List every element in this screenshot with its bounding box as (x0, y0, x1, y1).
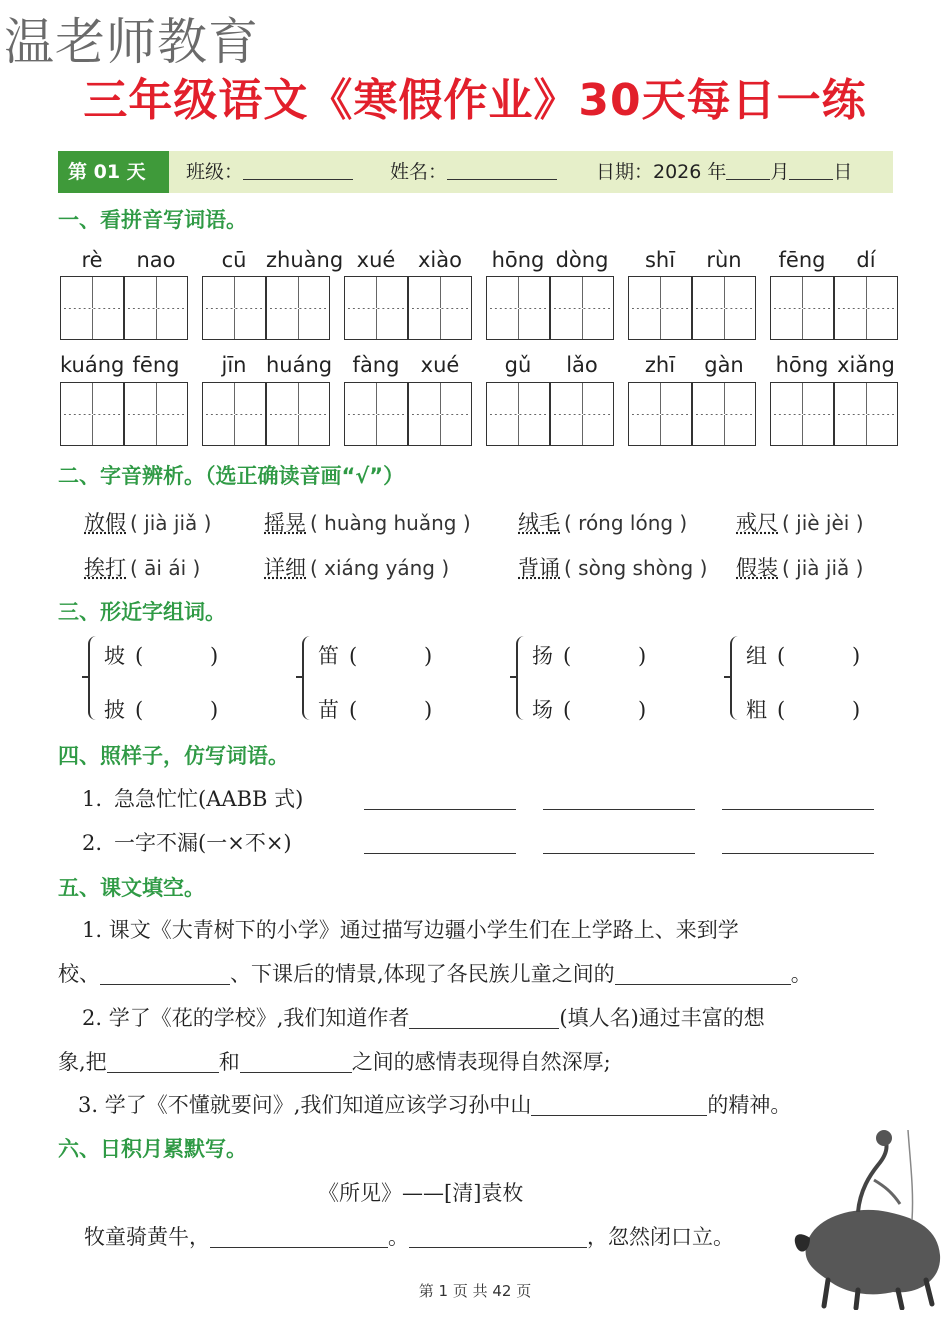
section-1-heading: 一、看拼音写词语。 (58, 208, 247, 232)
fill-text: 之间的感情表现得自然深厚; (351, 1050, 611, 1074)
fill-text: 和 (218, 1050, 240, 1074)
class-blank[interactable] (243, 152, 353, 180)
answer-paren[interactable]: ( ) (135, 698, 219, 722)
writing-box[interactable] (344, 382, 408, 446)
name-label: 姓名： (390, 161, 448, 183)
pinyin-label: fēng (132, 353, 180, 377)
similar-char-item[interactable] (746, 640, 860, 670)
pinyin-options[interactable]: ( jià jiǎ ) (130, 511, 212, 535)
page-title: 三年级语文《寒假作业》30天每日一练 (83, 75, 867, 126)
imitate-item (82, 827, 292, 857)
pronunciation-item (84, 552, 200, 582)
writing-box[interactable] (486, 276, 550, 340)
section-6-heading: 六、日积月累默写。 (58, 1137, 247, 1161)
poem-text: ，忽然闭口立。 (587, 1225, 734, 1249)
writing-box[interactable] (266, 382, 330, 446)
pinyin-label: dòng (555, 248, 609, 272)
pinyin-label: zhuàng (266, 248, 344, 272)
answer-paren[interactable]: ( ) (563, 644, 647, 668)
answer-blank[interactable] (364, 809, 516, 810)
fill-text: 2. 学了《花的学校》,我们知道作者 (82, 1006, 410, 1030)
brace-mark (730, 636, 744, 720)
fill-text: (填人名)通过丰富的想 (559, 1006, 765, 1030)
writing-box[interactable] (124, 276, 188, 340)
pinyin-label: shī (644, 248, 676, 272)
page-footer: 第 1 页 共 42 页 (418, 1282, 532, 1300)
similar-char-item[interactable] (532, 694, 646, 724)
example-word: 急急忙忙(AABB 式) (114, 787, 304, 811)
target-word: 背诵 (518, 556, 560, 580)
pinyin-label: fēng (778, 248, 826, 272)
answer-blank[interactable] (722, 853, 874, 854)
pinyin-options[interactable]: ( jià jiǎ ) (782, 556, 864, 580)
target-word: 绒毛 (518, 511, 560, 535)
pinyin-label: gǔ (504, 353, 532, 377)
pronunciation-item (518, 552, 707, 582)
watermark: 温老师教育 (4, 13, 259, 71)
pronunciation-item (264, 507, 471, 537)
month-label: 月 (770, 161, 790, 183)
writing-box[interactable] (692, 276, 756, 340)
month-blank[interactable] (726, 152, 770, 180)
name-field[interactable] (390, 151, 557, 193)
fill-text: 3. 学了《不懂就要问》,我们知道应该学习孙中山 (78, 1093, 532, 1117)
target-word: 假装 (736, 556, 778, 580)
pinyin-label: zhī (644, 353, 676, 377)
answer-paren[interactable]: ( ) (349, 698, 433, 722)
section-2-heading: 二、字音辨析。（选正确读音画“√”） (58, 464, 405, 488)
writing-box[interactable] (834, 276, 898, 340)
similar-char: 苗 (318, 698, 339, 722)
info-bar (58, 151, 893, 193)
writing-box[interactable] (628, 276, 692, 340)
writing-box[interactable] (834, 382, 898, 446)
answer-blank[interactable] (543, 853, 695, 854)
similar-char: 披 (104, 698, 125, 722)
answer-paren[interactable]: ( ) (777, 644, 861, 668)
pinyin-label: xué (420, 353, 460, 377)
fill-q1-line2 (58, 958, 812, 988)
pinyin-label: xiǎng (837, 353, 895, 377)
fill-text: 、下课后的情景,体现了各民族儿童之间的 (230, 962, 615, 986)
poem-text: 。 (388, 1225, 409, 1249)
writing-box[interactable] (266, 276, 330, 340)
pinyin-options[interactable]: ( róng lóng ) (564, 511, 688, 535)
brace-mark (302, 636, 316, 720)
answer-paren[interactable]: ( ) (563, 698, 647, 722)
similar-char: 场 (532, 698, 553, 722)
example-word: 一字不漏(一×不×) (114, 831, 292, 855)
fill-text: 象,把 (58, 1050, 107, 1074)
pinyin-label: rùn (706, 248, 742, 272)
writing-box[interactable] (486, 382, 550, 446)
pinyin-label: hōng (775, 353, 829, 377)
pronunciation-item (264, 552, 449, 582)
target-word: 摇晃 (264, 511, 306, 535)
writing-box[interactable] (692, 382, 756, 446)
similar-char-item[interactable] (746, 694, 860, 724)
writing-box[interactable] (628, 382, 692, 446)
writing-box[interactable] (60, 276, 124, 340)
section-5-heading: 五、课文填空。 (58, 876, 205, 900)
pinyin-options[interactable]: ( sòng shòng ) (564, 556, 708, 580)
pinyin-options[interactable]: ( jiè jèi ) (782, 511, 864, 535)
pinyin-label: lǎo (566, 353, 598, 377)
answer-paren[interactable]: ( ) (349, 644, 433, 668)
day-blank[interactable] (789, 152, 833, 180)
similar-char: 坡 (104, 644, 125, 668)
fill-q2-line2 (58, 1046, 611, 1076)
pinyin-label: nao (136, 248, 176, 272)
pronunciation-item (736, 507, 864, 537)
pinyin-label: rè (81, 248, 103, 272)
imitate-item (82, 783, 303, 813)
brace-mark (88, 636, 102, 720)
class-label: 班级： (186, 161, 244, 183)
day-badge: 第 01 天 (58, 151, 169, 193)
similar-char-item[interactable] (104, 694, 218, 724)
writing-box[interactable] (550, 276, 614, 340)
section-4-heading: 四、照样子，仿写词语。 (58, 744, 289, 768)
pinyin-label: xué (356, 248, 396, 272)
writing-box[interactable] (408, 382, 472, 446)
similar-char-item[interactable] (318, 694, 432, 724)
pinyin-label: jīn (221, 353, 247, 377)
pinyin-label: dí (856, 248, 876, 272)
answer-paren[interactable]: ( ) (135, 644, 219, 668)
similar-char-item[interactable] (318, 640, 432, 670)
pinyin-label: cū (221, 248, 247, 272)
pinyin-label: gàn (704, 353, 744, 377)
poem-line (84, 1221, 734, 1251)
pronunciation-item (518, 507, 687, 537)
fill-text: 的精神。 (707, 1093, 792, 1117)
pinyin-label: fàng (352, 353, 400, 377)
writing-box[interactable] (202, 382, 266, 446)
target-word: 戒尺 (736, 511, 778, 535)
writing-box[interactable] (124, 382, 188, 446)
writing-box[interactable] (344, 276, 408, 340)
date-label: 日期：2026 年 (596, 161, 727, 183)
fill-blank[interactable] (531, 1092, 707, 1116)
pinyin-label: xiào (418, 248, 462, 272)
fill-blank[interactable] (107, 1049, 219, 1073)
similar-char: 粗 (746, 698, 767, 722)
fill-q2-line1 (82, 1002, 765, 1032)
class-field[interactable] (186, 151, 353, 193)
pinyin-options[interactable]: ( āi ái ) (130, 556, 201, 580)
fill-q3 (78, 1089, 791, 1119)
writing-box[interactable] (770, 382, 834, 446)
target-word: 挨打 (84, 556, 126, 580)
writing-box[interactable] (550, 382, 614, 446)
name-blank[interactable] (447, 152, 557, 180)
fill-text: 。 (790, 962, 812, 986)
similar-char: 组 (746, 644, 767, 668)
answer-blank[interactable] (722, 809, 874, 810)
writing-box[interactable] (770, 276, 834, 340)
answer-blank[interactable] (364, 853, 516, 854)
fill-blank[interactable] (240, 1049, 352, 1073)
similar-char: 扬 (532, 644, 553, 668)
target-word: 详细 (264, 556, 306, 580)
poem-title: 《所见》——[清]袁枚 (318, 1181, 524, 1205)
fill-blank[interactable] (100, 961, 230, 985)
fill-q1-line1: 1. 课文《大青树下的小学》通过描写边疆小学生们在上学路上、来到学 (82, 918, 739, 942)
poem-blank[interactable] (409, 1224, 587, 1248)
pinyin-label: huáng (266, 353, 333, 377)
section-3-heading: 三、形近字组词。 (58, 600, 226, 624)
pronunciation-item (736, 552, 863, 582)
pinyin-label: kuáng (60, 353, 125, 377)
similar-char-item[interactable] (104, 640, 218, 670)
writing-box[interactable] (408, 276, 472, 340)
item-number: 2. (82, 831, 103, 855)
pronunciation-item (84, 507, 211, 537)
similar-char-item[interactable] (532, 640, 646, 670)
writing-box[interactable] (202, 276, 266, 340)
pinyin-options[interactable]: ( xiáng yáng ) (310, 556, 450, 580)
fill-blank[interactable] (409, 1005, 559, 1029)
answer-paren[interactable]: ( ) (777, 698, 861, 722)
item-number: 1. (82, 787, 103, 811)
poem-text: 牧童骑黄牛， (84, 1225, 210, 1249)
brace-mark (516, 636, 530, 720)
similar-char: 笛 (318, 644, 339, 668)
fill-blank[interactable] (615, 961, 791, 985)
writing-box[interactable] (60, 382, 124, 446)
poem-blank[interactable] (210, 1224, 388, 1248)
pinyin-label: hōng (491, 248, 545, 272)
day-label: 日 (833, 161, 853, 183)
fill-text: 校、 (58, 962, 100, 986)
answer-blank[interactable] (543, 809, 695, 810)
target-word: 放假 (84, 511, 126, 535)
pinyin-options[interactable]: ( huàng huǎng ) (310, 511, 471, 535)
date-field[interactable] (596, 151, 852, 193)
